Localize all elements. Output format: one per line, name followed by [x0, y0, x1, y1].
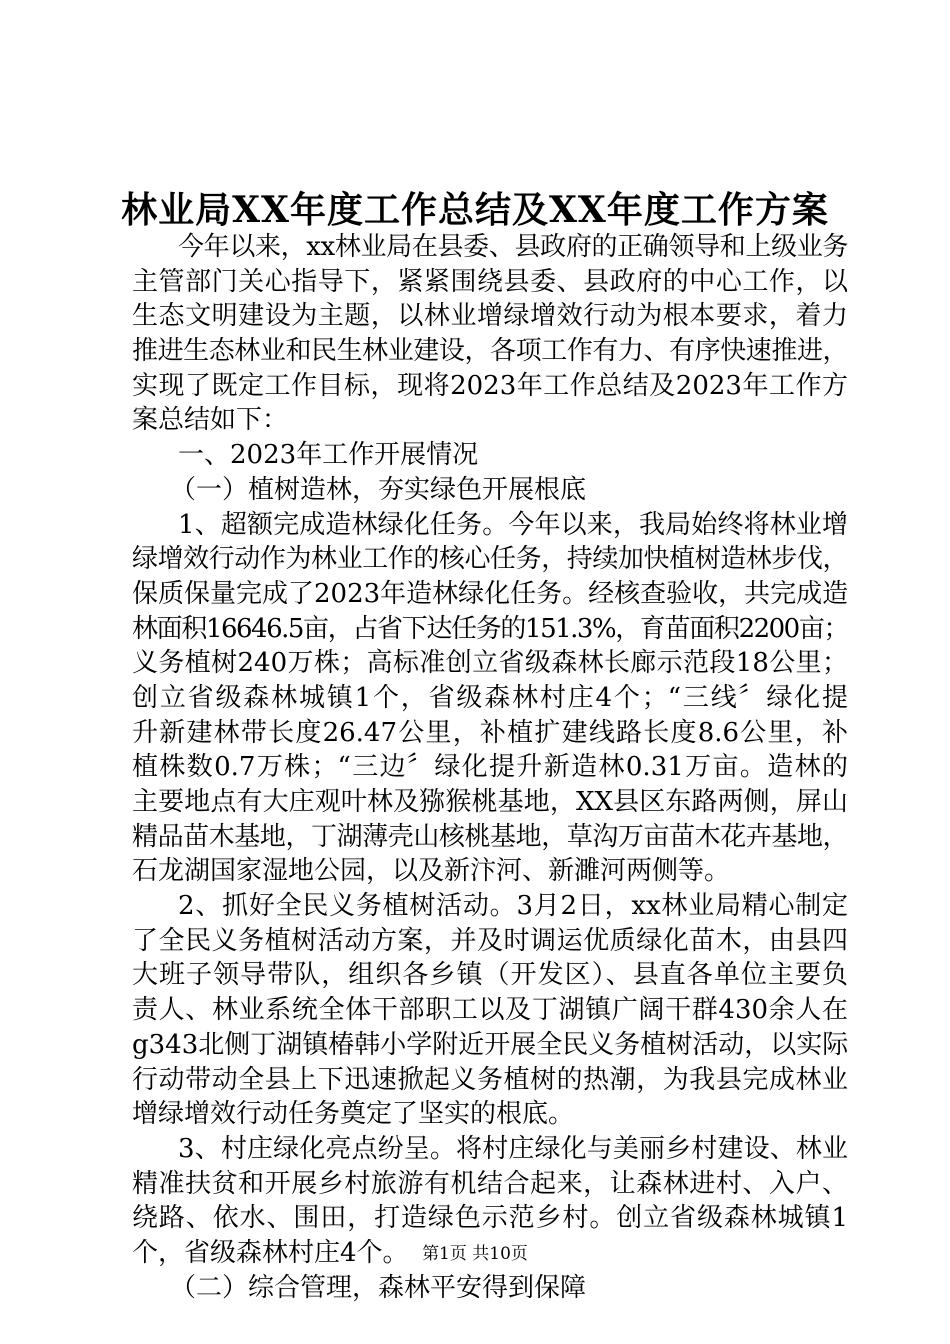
paragraph-line: 主要地点有大庄观叶林及猕猴桃基地，XX县区东路两侧，屏山: [132, 787, 848, 817]
paragraph-line: 精准扶贫和开展乡村旅游有机结合起来，让森林进村、入户、: [132, 1168, 848, 1199]
paragraph-line: 绿增效行动作为林业工作的核心任务，持续加快植树造林步伐，: [132, 544, 848, 575]
paragraph-line: 个，省级森林村庄4个。: [132, 1237, 409, 1268]
paragraph-line: 行动带动全县上下迅速掀起义务植树的热潮，为我县完成林业: [132, 1064, 848, 1095]
paragraph-line: 推进生态林业和民生林业建设，各项工作有力、有序快速推进，: [132, 336, 848, 367]
paragraph-line: 义务植树240万株；高标准创立省级森林长廊示范段18公里；: [132, 648, 848, 679]
paragraph-line: 绕路、依水、围田，打造绿色示范乡村。创立省级森林城镇1: [132, 1203, 848, 1234]
paragraph-line: 石龙湖国家湿地公园，以及新汴河、新濉河两侧等。: [132, 856, 731, 887]
paragraph-line: 主管部门关心指导下，紧紧围绕县委、县政府的中心工作，以: [132, 266, 848, 297]
subsection-heading: （二）综合管理，森林平安得到保障: [170, 1272, 587, 1303]
document-title: 林业局XX年度工作总结及XX年度工作方案: [121, 189, 829, 231]
paragraph-line: 实现了既定工作目标，现将2023年工作总结及2023年工作方: [132, 370, 848, 401]
paragraph-line: 大班子领导带队，组织各乡镇（开发区）、县直各单位主要负: [132, 960, 848, 991]
paragraph-line: 生态文明建设为主题，以林业增绿增效行动为根本要求，着力: [132, 301, 848, 332]
paragraph-line: 林面积16646.5亩，占省下达任务的151.3%，育苗面积2200亩；: [132, 613, 848, 644]
paragraph-line: 了全民义务植树活动方案，并及时调运优质绿化苗木，由县四: [132, 925, 848, 956]
paragraph-line: 保质保量完成了2023年造林绿化任务。经核查验收，共完成造: [132, 578, 849, 609]
paragraph-line: 精品苗木基地，丁湖薄壳山核桃基地，草沟万亩苗木花卉基地，: [132, 821, 848, 852]
paragraph-line: 案总结如下：: [132, 405, 289, 436]
paragraph-line: 3、村庄绿化亮点纷呈。将村庄绿化与美丽乡村建设、林业: [178, 1133, 848, 1164]
paragraph-line: 升新建林带长度26.47公里，补植扩建线路长度8.6公里，补: [132, 717, 848, 748]
paragraph-line: g343北侧丁湖镇椿韩小学附近开展全民义务植树活动，以实际: [132, 1029, 849, 1060]
paragraph-line: 1、超额完成造林绿化任务。今年以来，我局始终将林业增: [178, 509, 848, 540]
paragraph-line: 今年以来，xx林业局在县委、县政府的正确领导和上级业务: [178, 232, 848, 262]
paragraph-line: 创立省级森林城镇1个，省级森林村庄4个；“三线〞绿化提: [132, 682, 848, 713]
section-heading: 一、2023年工作开展情况: [178, 440, 479, 471]
paragraph-line: 2、抓好全民义务植树活动。3月2日，xx林业局精心制定: [178, 891, 848, 922]
paragraph-line: 责人、林业系统全体干部职工以及丁湖镇广阔干群430余人在: [132, 995, 848, 1026]
page-number-footer: 第1页 共10页: [422, 1244, 528, 1264]
document-body: [132, 230, 848, 1305]
paragraph-line: 植株数0.7万株；“三边〞绿化提升新造林0.31万亩。造林的: [132, 752, 848, 783]
paragraph-line: 增绿增效行动任务奠定了坚实的根底。: [132, 1099, 575, 1130]
subsection-heading: （一）植树造林，夯实绿色开展根底: [170, 474, 587, 505]
